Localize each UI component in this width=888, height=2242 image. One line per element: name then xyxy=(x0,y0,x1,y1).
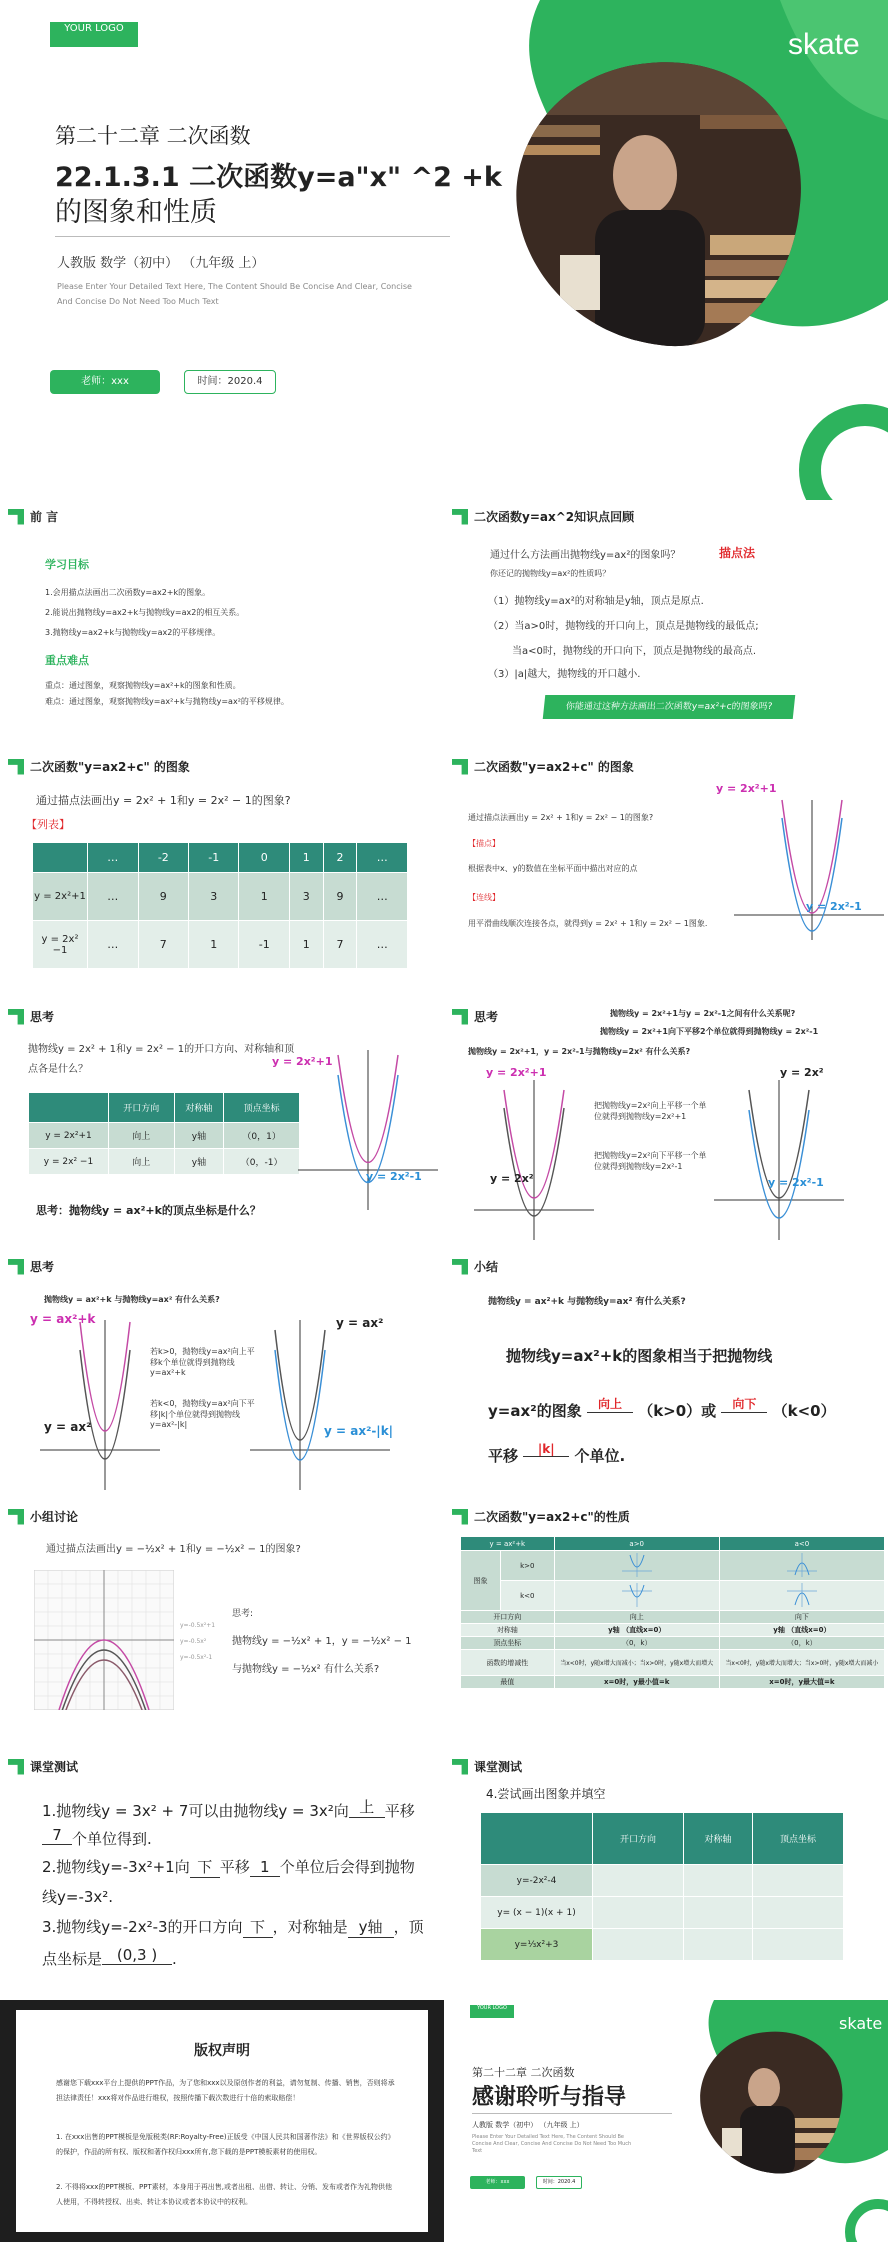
row-label: y = 2x² −1 xyxy=(29,1149,109,1175)
table-cell: y轴 xyxy=(174,1149,224,1175)
quiz-text: 3.抛物线y=-2x²-3的开口方向 xyxy=(42,1918,243,1936)
row-label: y=⅓x²+3 xyxy=(481,1929,593,1961)
table-cell: y轴 （直线x=0） xyxy=(719,1624,884,1637)
table-cell: 向上 xyxy=(554,1611,719,1624)
cover-edition: 人教版 数学（初中） （九年级 上） xyxy=(57,256,265,271)
row-label: k<0 xyxy=(501,1581,555,1611)
cover-photo xyxy=(500,55,810,355)
table-header: 1 xyxy=(289,843,323,873)
label-left-upper: y = ax²+k xyxy=(30,1312,96,1326)
table-cell: （0，k） xyxy=(719,1637,884,1650)
quiz-line-2 xyxy=(42,1856,415,1878)
value-table xyxy=(32,842,408,969)
table-cell: 向上 xyxy=(109,1123,175,1149)
key-1: 重点：通过图象，观察抛物线y=ax²+k的图象和性质。 xyxy=(45,681,241,690)
mini-graph-cell xyxy=(719,1581,884,1611)
table-cell: 9 xyxy=(323,873,357,921)
quiz-text: 2.抛物线y=-3x²+1向 xyxy=(42,1858,190,1876)
label-left-base: y = ax² xyxy=(44,1420,92,1434)
table-cell: x=0时，y最小值=k xyxy=(554,1676,719,1689)
quiz-question: 4.尝试画出图象并填空 xyxy=(486,1787,606,1801)
copyright-title: 版权声明 xyxy=(194,2043,250,2059)
label-right-lower: y = ax²-|k| xyxy=(324,1424,394,1438)
slide-summary xyxy=(444,1250,888,1500)
answer-blank: 1 xyxy=(250,1858,280,1877)
table-cell: … xyxy=(357,921,408,969)
title-marker-icon xyxy=(8,1759,24,1775)
table-cell: 9 xyxy=(138,873,188,921)
think-q2: 抛物线y = 2x²+1向下平移2个单位就得到抛物线y = 2x²-1 xyxy=(600,1027,819,1036)
quiz-line-1b xyxy=(42,1826,152,1849)
quiz-line-1 xyxy=(42,1796,415,1821)
parabola-plot-left xyxy=(474,1070,594,1240)
title-marker-icon xyxy=(8,1509,24,1525)
cover-teacher-badge: 老师：xxx xyxy=(50,370,160,394)
mini-parabola-icon xyxy=(787,1583,817,1607)
table-cell: -1 xyxy=(239,921,289,969)
end-photo xyxy=(692,2028,847,2178)
cover-desc2: And Concise Do Not Need Too Much Text xyxy=(57,297,219,306)
slide-think-3 xyxy=(0,1250,444,1500)
row-label: 最值 xyxy=(461,1676,555,1689)
table-header: a>0 xyxy=(554,1537,719,1551)
slide-title: 小组讨论 xyxy=(30,1510,79,1524)
summary-question: 抛物线y = ax²+k 与抛物线y=ax² 有什么关系? xyxy=(488,1297,686,1307)
answer-blank-up: 向上 xyxy=(587,1395,633,1413)
title-marker-icon xyxy=(8,509,24,525)
slide-table xyxy=(0,750,444,1000)
parabola-plot-right xyxy=(714,1070,844,1240)
cover-title-line1: 22.1.3.1 二次函数y=a"x" ^2 +k xyxy=(55,162,502,193)
quiz-line-3b: 点坐标是 (0,3 ) . xyxy=(42,1946,177,1968)
table-row xyxy=(461,1676,885,1689)
slide-title: 小结 xyxy=(474,1260,499,1274)
end-teacher-badge: 老师：xxx xyxy=(470,2176,525,2189)
legend-lower: y=-0.5x²-1 xyxy=(180,1654,213,1661)
mini-graph-cell xyxy=(719,1551,884,1581)
slide-copyright xyxy=(0,2000,444,2242)
think-a1: 若k>0，抛物线y=ax²向上平移k个单位就得到抛物线y=ax²+k xyxy=(150,1347,255,1377)
plot-tag-connect: 【连线】 xyxy=(468,893,500,902)
quiz-text: ，顶 xyxy=(393,1918,424,1936)
table-cell: … xyxy=(357,873,408,921)
summary-text: 个单位. xyxy=(574,1447,626,1465)
row-label: y = 2x²+1 xyxy=(33,873,88,921)
table-row xyxy=(481,1929,844,1961)
summary-text: （k>0）或 xyxy=(638,1402,717,1420)
discussion-think: 思考: xyxy=(232,1609,254,1619)
title-marker-icon xyxy=(8,1259,24,1275)
table-row xyxy=(461,1624,885,1637)
slide-properties xyxy=(444,1500,888,1750)
goal-3: 3.抛物线y=ax2+k与抛物线y=ax2的平移规律。 xyxy=(45,628,221,637)
end-chapter: 第二十二章 二次函数 xyxy=(472,2066,575,2079)
table-header: 0 xyxy=(239,843,289,873)
table-row xyxy=(461,1637,885,1650)
row-label: y = 2x² −1 xyxy=(33,921,88,969)
table-row xyxy=(33,921,408,969)
table-cell: 当x<0时，y随x增大而增大；当x>0时，y随x增大而减小 xyxy=(719,1650,884,1676)
table-header: … xyxy=(357,843,408,873)
review-method: 描点法 xyxy=(719,546,756,560)
label-right-base: y = ax² xyxy=(336,1316,384,1330)
table-cell: 向上 xyxy=(109,1149,175,1175)
table-cell: 3 xyxy=(189,873,239,921)
legend-upper: y=-0.5x²+1 xyxy=(180,1622,216,1629)
review-question-2: 你还记的抛物线y=ax²的性质吗？ xyxy=(490,569,611,578)
think-question: 抛物线y = 2x² + 1和y = 2x² − 1的开口方向、对称轴和顶点各是什么？ xyxy=(28,1044,295,1075)
quiz-text: 平移 xyxy=(219,1858,250,1876)
summary-line-1: 抛物线y=ax²+k的图象相当于把抛物线 xyxy=(506,1347,773,1365)
label-right-base: y = 2x² xyxy=(780,1066,824,1079)
plot-text-points: 根据表中x、y的数值在坐标平面中描出对应的点 xyxy=(468,864,638,873)
parabola-plot xyxy=(734,790,884,940)
copyright-card xyxy=(16,2010,428,2232)
table-row xyxy=(481,1865,844,1897)
table-cell: x=0时，y最大值=k xyxy=(719,1676,884,1689)
slide-review xyxy=(444,500,888,750)
table-cell: 1 xyxy=(189,921,239,969)
label-left-base: y = 2x² xyxy=(490,1172,534,1185)
answer-blank: 7 xyxy=(42,1826,72,1845)
table-header xyxy=(33,843,88,873)
slide-title: 二次函数y=ax^2知识点回顾 xyxy=(474,510,635,524)
label-left-upper: y = 2x²+1 xyxy=(486,1066,547,1079)
review-point-1: （1）抛物线y=ax²的对称轴是y轴，顶点是原点. xyxy=(488,596,704,607)
parabola-plot-right xyxy=(250,1310,390,1490)
discussion-text-1: 抛物线y = −½x² + 1，y = −½x² − 1 xyxy=(232,1636,412,1647)
quiz-text: 个单位后会得到抛物 xyxy=(279,1858,415,1876)
table-question: 通过描点法画出y = 2x² + 1和y = 2x² − 1的图象? xyxy=(36,794,291,807)
discussion-question: 通过描点法画出y = −½x² + 1和y = −½x² − 1的图象? xyxy=(46,1544,301,1555)
table-row xyxy=(29,1149,300,1175)
end-desc: Please Enter Your Detailed Text Here, The Content Should Be Concise And Clear, Concise And Concise Do Not Need Too Much Text xyxy=(472,2134,632,2154)
mini-graph-cell xyxy=(554,1581,719,1611)
property-table xyxy=(28,1092,300,1175)
discussion-text-2: 与抛物线y = −½x² 有什么关系? xyxy=(232,1664,380,1675)
think-footer: 思考：抛物线y = ax²+k的顶点坐标是什么？ xyxy=(36,1204,261,1217)
copyright-p3: 2. 不得将xxx的PPT模板、PPT素材，本身用于再出售,或者出租、出借、转让、分销、发布或者作为礼物供他人使用，不得转授权、出卖、转让本协议或者本协议中的权利。 xyxy=(56,2183,392,2206)
goal-1: 1.会用描点法画出二次函数y=ax2+k的图象。 xyxy=(45,588,211,597)
cover-divider xyxy=(55,236,450,237)
slide-title: 课堂测试 xyxy=(474,1760,523,1774)
goal-heading: 学习目标 xyxy=(45,558,89,571)
summary-text: （k<0） xyxy=(772,1402,836,1420)
table-row xyxy=(461,1611,885,1624)
title-marker-icon xyxy=(452,1759,468,1775)
table-header: 开口方向 xyxy=(593,1813,684,1865)
answer-blank: (0,3 ) xyxy=(102,1946,172,1965)
grid-plot xyxy=(34,1570,174,1710)
summary-text: y=ax²的图象 xyxy=(488,1402,582,1420)
key-heading: 重点难点 xyxy=(45,654,89,667)
copyright-p2: 1. 在xxx出售的PPT模板是免版税类(RF:Royalty-Free)正版受《中国人民共和国著作法》和《世界版权公约》的保护，作品的所有权、版权和著作权归xxx所有,您下载的是PPT模板素材的使用权。 xyxy=(56,2133,395,2156)
answer-blank: 上 xyxy=(349,1796,385,1818)
table-cell: 7 xyxy=(138,921,188,969)
think-q1: 抛物线y = 2x²+1与y = 2x²-1之间有什么关系呢? xyxy=(610,1009,796,1018)
row-label: y= (x − 1)(x + 1) xyxy=(481,1897,593,1929)
slide-quiz-1 xyxy=(0,1750,444,2000)
goal-2: 2.能说出抛物线y=ax2+k与抛物线y=ax2的相互关系。 xyxy=(45,608,245,617)
answer-blank-down: 向下 xyxy=(721,1395,767,1413)
slide-quiz-2 xyxy=(444,1750,888,2000)
end-slide xyxy=(444,2000,888,2242)
end-title: 感谢聆听与指导 xyxy=(472,2085,627,2110)
label-y-2x2-minus-1: y = 2x²-1 xyxy=(806,900,862,913)
cover-desc1: Please Enter Your Detailed Text Here, The Content Should Be Concise And Clear, Concise xyxy=(57,282,412,291)
cover-chapter: 第二十二章 二次函数 xyxy=(55,124,251,148)
table-row xyxy=(29,1123,300,1149)
label-y-2x2-plus-1: y = 2x²+1 xyxy=(716,782,777,795)
table-header xyxy=(29,1093,109,1123)
row-label: k>0 xyxy=(501,1551,555,1581)
title-marker-icon xyxy=(452,1259,468,1275)
plot-text-connect: 用平滑曲线顺次连接各点，就得到y = 2x² + 1和y = 2x² − 1图象. xyxy=(468,919,708,928)
table-header: 顶点坐标 xyxy=(752,1813,843,1865)
cover-title-line2: 的图象和性质 xyxy=(55,197,217,228)
think-question: 抛物线y = ax²+k 与抛物线y=ax² 有什么关系? xyxy=(44,1295,220,1304)
table-cell: 1 xyxy=(239,873,289,921)
copyright-p1: 感谢您下载xxx平台上提供的PPT作品，为了您和xxx以及原创作者的利益，请勿复制、传播、销售，否则将承担法律责任！xxx将对作品进行维权，按照传播下载次数进行十倍的索取赔偿！ xyxy=(56,2079,395,2102)
quiz-line-3 xyxy=(42,1916,424,1938)
slide-discussion xyxy=(0,1500,444,1750)
review-point-3: 当a<0时，抛物线的开口向下，顶点是抛物线的最高点. xyxy=(512,646,757,657)
review-question: 通过什么方法画出抛物线y=ax²的图象吗？ xyxy=(490,550,681,561)
title-marker-icon xyxy=(452,1009,468,1025)
table-cell: y轴 （直线x=0） xyxy=(554,1624,719,1637)
table-cell: … xyxy=(88,873,139,921)
quiz-line-2b: 线y=-3x². xyxy=(42,1888,114,1906)
cover-slide xyxy=(0,0,888,500)
end-brand: skate xyxy=(839,2014,883,2033)
quiz-text: 1.抛物线y = 3x² + 7可以由抛物线y = 3x²向 xyxy=(42,1802,349,1820)
summary-line-3 xyxy=(488,1442,625,1466)
title-marker-icon xyxy=(8,759,24,775)
end-ring xyxy=(836,2190,888,2242)
quiz-table xyxy=(480,1812,844,1961)
table-cell: 3 xyxy=(289,873,323,921)
legend-middle: y=-0.5x² xyxy=(180,1638,207,1645)
slide-title: 课堂测试 xyxy=(30,1760,79,1774)
answer-blank-k: |k| xyxy=(523,1442,569,1457)
table-cell: （0，-1） xyxy=(224,1149,300,1175)
title-marker-icon xyxy=(452,1509,468,1525)
quiz-text: ，对称轴是 xyxy=(272,1918,348,1936)
table-header: -1 xyxy=(189,843,239,873)
end-divider xyxy=(472,2113,672,2114)
table-header: 顶点坐标 xyxy=(224,1093,300,1123)
row-label: y=-2x²-4 xyxy=(481,1865,593,1897)
end-logo: YOUR LOGO xyxy=(470,2005,514,2018)
slide-title: 二次函数"y=ax2+c" 的图象 xyxy=(30,760,190,774)
answer-blank: 下 xyxy=(190,1856,220,1878)
summary-text: 平移 xyxy=(488,1447,519,1465)
row-label: 函数的增减性 xyxy=(461,1650,555,1676)
slide-title: 思考 xyxy=(30,1260,55,1274)
key-2: 难点：通过图象，观察抛物线y=ax²+k与抛物线y=ax²的平移规律。 xyxy=(45,697,289,706)
summary-line-2 xyxy=(488,1395,836,1421)
table-cell: 向下 xyxy=(719,1611,884,1624)
table-header: 对称轴 xyxy=(174,1093,224,1123)
cover-time-badge: 时间：2020.4 xyxy=(184,370,276,394)
quiz-text: 平移 xyxy=(384,1802,415,1820)
think-q3: 抛物线y = 2x²+1，y = 2x²-1与抛物线y=2x² 有什么关系? xyxy=(468,1047,691,1056)
mini-graph-cell xyxy=(554,1551,719,1581)
table-header: a<0 xyxy=(719,1537,884,1551)
slide-title: 二次函数"y=ax2+c" 的图象 xyxy=(474,760,634,774)
table-header: -2 xyxy=(138,843,188,873)
answer-blank: 下 xyxy=(243,1916,273,1938)
plot-tag-points: 【描点】 xyxy=(468,839,500,848)
row-label: 开口方向 xyxy=(461,1611,555,1624)
answer-blank: y轴 xyxy=(348,1916,394,1938)
quiz-text: 点坐标是 xyxy=(42,1950,103,1968)
quiz-text: 个单位得到. xyxy=(72,1830,152,1848)
mini-parabola-icon xyxy=(622,1553,652,1577)
table-cell: … xyxy=(88,921,139,969)
mini-parabola-icon xyxy=(622,1583,652,1607)
think-a1: 把抛物线y=2x²向上平移一个单位就得到抛物线y=2x²+1 xyxy=(594,1101,707,1121)
row-label: 图象 xyxy=(461,1551,501,1611)
review-point-2: （2）当a>0时，抛物线的开口向上，顶点是抛物线的最低点; xyxy=(488,621,759,632)
cover-brand: skate xyxy=(788,28,860,61)
label-y-2x2-minus-1: y = 2x²-1 xyxy=(366,1170,422,1183)
label-y-2x2-plus-1: y = 2x²+1 xyxy=(272,1055,333,1068)
slide-think-1 xyxy=(0,1000,444,1250)
cover-logo: YOUR LOGO xyxy=(50,22,138,47)
slide-title: 二次函数"y=ax2+c"的性质 xyxy=(474,1510,630,1524)
title-marker-icon xyxy=(8,1009,24,1025)
slide-title: 思考 xyxy=(474,1010,499,1024)
slide-preface xyxy=(0,500,444,750)
title-marker-icon xyxy=(452,759,468,775)
label-right-lower: y = 2x²-1 xyxy=(768,1176,824,1189)
table-header: … xyxy=(88,843,139,873)
table-header xyxy=(481,1813,593,1865)
table-header: y = ax²+k xyxy=(461,1537,555,1551)
title-marker-icon xyxy=(452,509,468,525)
table-cell: 1 xyxy=(289,921,323,969)
table-row xyxy=(33,873,408,921)
table-cell: （0，1） xyxy=(224,1123,300,1149)
slide-plot xyxy=(444,750,888,1000)
end-edition: 人教版 数学（初中） （九年级 上） xyxy=(472,2121,584,2129)
parabola-plot-left xyxy=(40,1310,160,1490)
table-header: 对称轴 xyxy=(684,1813,753,1865)
table-cell: 当x<0时，y随x增大而减小；当x>0时，y随x增大而增大 xyxy=(554,1650,719,1676)
slide-title: 前 言 xyxy=(30,510,59,524)
review-banner: 你能通过这种方法画出二次函数y=ax²+c的图象吗? xyxy=(543,695,796,719)
plot-question: 通过描点法画出y = 2x² + 1和y = 2x² − 1的图象? xyxy=(468,813,654,822)
end-time-badge: 时间：2020.4 xyxy=(536,2176,582,2189)
review-point-4: （3）|a|越大，抛物线的开口越小. xyxy=(488,669,641,680)
slide-title: 思考 xyxy=(30,1010,55,1024)
list-tag: 【列表】 xyxy=(26,818,70,831)
mini-parabola-icon xyxy=(787,1553,817,1577)
row-label: 顶点坐标 xyxy=(461,1637,555,1650)
row-label: 对称轴 xyxy=(461,1624,555,1637)
row-label: y = 2x²+1 xyxy=(29,1123,109,1149)
table-row xyxy=(461,1650,885,1676)
table-cell: 7 xyxy=(323,921,357,969)
think-a2: 若k<0，抛物线y=ax²向下平移|k|个单位就得到抛物线y=ax²-|k| xyxy=(150,1399,255,1429)
slide-think-2 xyxy=(444,1000,888,1250)
property-table xyxy=(460,1536,885,1689)
table-header: 开口方向 xyxy=(109,1093,175,1123)
table-row xyxy=(481,1897,844,1929)
table-header: 2 xyxy=(323,843,357,873)
cover-ring xyxy=(790,395,888,500)
think-a2: 把抛物线y=2x²向下平移一个单位就得到抛物线y=2x²-1 xyxy=(594,1151,707,1171)
table-cell: y轴 xyxy=(174,1123,224,1149)
table-cell: （0，k） xyxy=(554,1637,719,1650)
